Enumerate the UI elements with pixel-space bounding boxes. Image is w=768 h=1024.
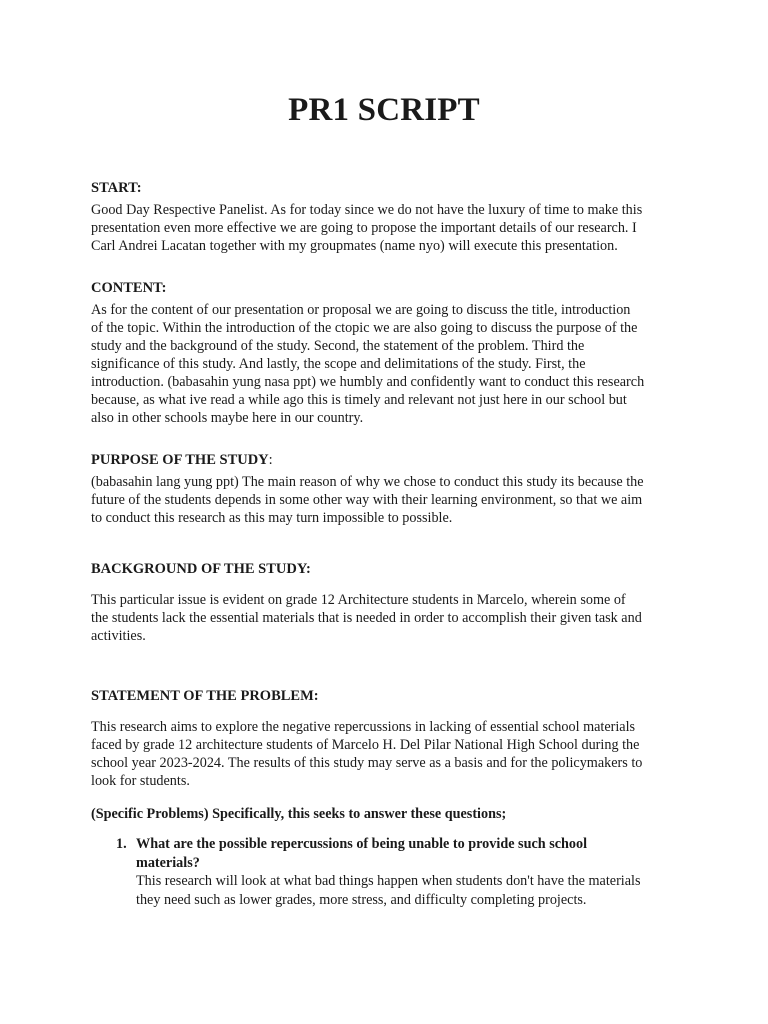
list-item-body [136, 835, 696, 909]
statement-line: school year 2023-2024. The results of this study may serve as a basis and for the policymakers to [91, 755, 643, 771]
start-heading: START: [91, 180, 142, 196]
purpose-heading [91, 452, 273, 469]
specific-problems-intro: (Specific Problems) Specifically, this seeks to answer these questions; [91, 806, 507, 822]
content-line: study and the background of the study. Second, the statement of the problem. Third the [91, 338, 585, 354]
content-line: introduction. (babasahin yung nasa ppt) we humbly and confidently want to conduct this research [91, 374, 645, 390]
background-heading: BACKGROUND OF THE STUDY: [91, 561, 311, 577]
content-paragraph [91, 301, 691, 427]
purpose-line: (babasahin lang yung ppt) The main reason of why we chose to conduct this study its because the [91, 474, 644, 490]
content-line: significance of this study. And lastly, the scope and delimitations of the study. First, the [91, 356, 586, 372]
purpose-heading-text: PURPOSE OF THE STUDY [91, 452, 269, 468]
content-line: of the topic. Within the introduction of the ctopic we are also going to discuss the purpose of the [91, 320, 638, 336]
start-paragraph [91, 201, 691, 255]
document-title: PR1 SCRIPT [288, 92, 480, 128]
background-paragraph [91, 591, 691, 645]
purpose-paragraph [91, 473, 691, 527]
statement-heading: STATEMENT OF THE PROBLEM: [91, 688, 319, 704]
background-line: This particular issue is evident on grade 12 Architecture students in Marcelo, wherein some of [91, 592, 626, 608]
start-line: presentation even more effective we are going to propose the important details of our research. I [91, 220, 637, 236]
start-line: Good Day Respective Panelist. As for today since we do not have the luxury of time to make this [91, 202, 643, 218]
content-line: As for the content of our presentation or proposal we are going to discuss the title, introduction [91, 302, 631, 318]
list-item-question-line: What are the possible repercussions of being unable to provide such school [136, 836, 588, 852]
purpose-line: to conduct this research as this may turn impossible to possible. [91, 510, 453, 526]
statement-line: look for students. [91, 773, 190, 789]
list-item-answer-line: This research will look at what bad things happen when students don't have the materials [136, 873, 641, 889]
statement-paragraph [91, 718, 691, 790]
statement-line: This research aims to explore the negative repercussions in lacking of essential school materials [91, 719, 636, 735]
content-heading: CONTENT: [91, 280, 167, 296]
purpose-line: future of the students depends in some other way with their learning environment, so that we aim [91, 492, 643, 508]
list-item-answer-line: they need such as lower grades, more stress, and difficulty completing projects. [136, 891, 587, 908]
list-item-number: 1. [116, 836, 127, 852]
content-line: also in other schools maybe here in our country. [91, 410, 364, 426]
purpose-heading-colon: : [268, 452, 273, 468]
statement-line: faced by grade 12 architecture students of Marcelo H. Del Pilar National High School during the [91, 737, 640, 753]
list-item-question-line: materials? [136, 854, 200, 871]
start-line: Carl Andrei Lacatan together with my groupmates (name nyo) will execute this presentation. [91, 238, 618, 254]
content-line: because, as what ive read a while ago this is timely and relevant not just here in our school but [91, 392, 627, 408]
background-line: the students lack the essential materials that is needed in order to accomplish their given task and [91, 610, 642, 626]
background-line: activities. [91, 628, 146, 644]
